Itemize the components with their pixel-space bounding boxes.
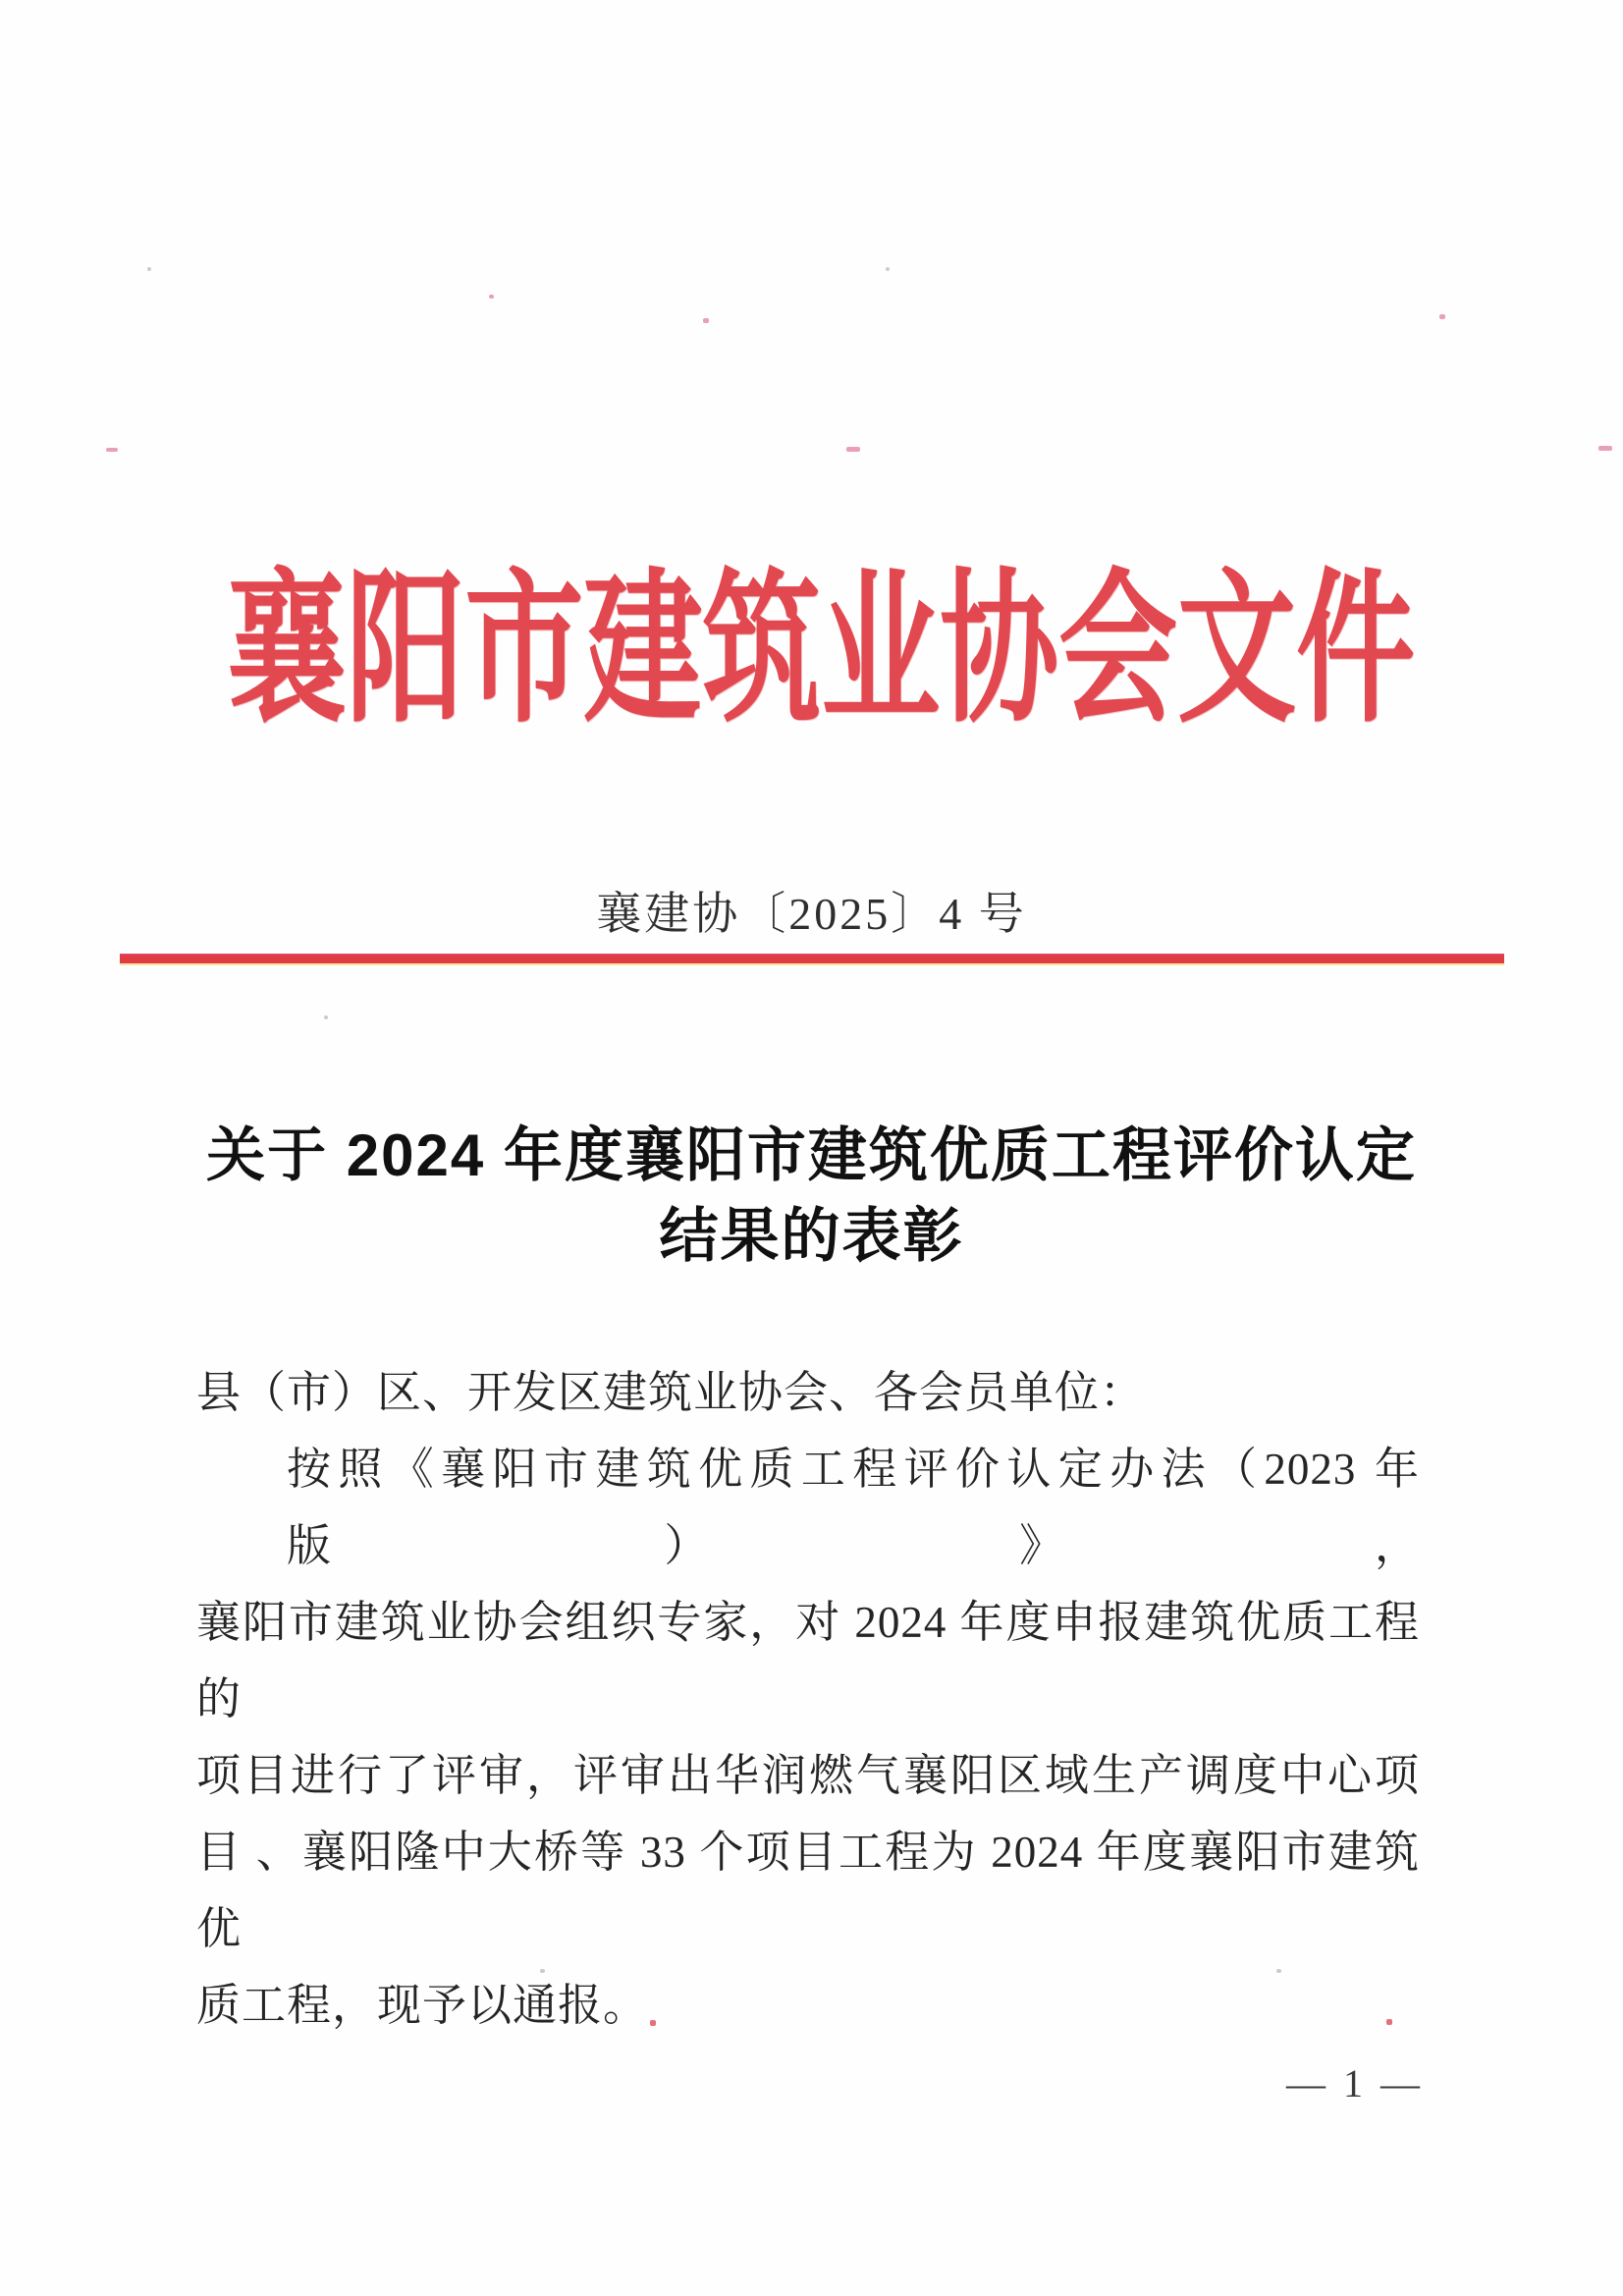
- scan-speck: [846, 447, 860, 452]
- scan-speck: [1439, 314, 1445, 319]
- body-paragraph-line: 项目进行了评审，评审出华润燃气襄阳区域生产调度中心项: [196, 1751, 1420, 1800]
- body-paragraph-line: 按照《襄阳市建筑优质工程评价认定办法（2023 年版）》，: [287, 1445, 1420, 1570]
- scan-speck: [540, 1969, 545, 1973]
- page-number: — 1 —: [1286, 2061, 1424, 2105]
- scan-speck: [650, 2020, 656, 2026]
- body-salutation: 县（市）区、开发区建筑业协会、各会员单位：: [196, 1368, 1146, 1417]
- scan-speck: [147, 267, 151, 271]
- scan-speck: [1386, 2019, 1392, 2025]
- body-paragraph-line: 襄阳市建筑业协会组织专家，对 2024 年度申报建筑优质工程的: [196, 1598, 1420, 1723]
- document-title: [0, 1116, 1623, 1277]
- red-separator-rule: [120, 955, 1504, 963]
- scan-speck: [489, 295, 494, 299]
- masthead-title: 襄阳市建筑业协会文件: [227, 560, 1416, 742]
- scan-speck: [703, 318, 709, 323]
- scan-speck: [886, 267, 890, 271]
- scan-speck: [1276, 1969, 1281, 1973]
- document-title-line-1: 关于 2024 年度襄阳市建筑优质工程评价认定: [206, 1122, 1417, 1188]
- document-body: [196, 1354, 1420, 2044]
- scan-speck: [106, 448, 118, 452]
- scan-speck: [324, 1015, 328, 1019]
- body-paragraph-line: 质工程，现予以通报。: [196, 1981, 649, 2030]
- body-paragraph-line: 目 、襄阳隆中大桥等 33 个项目工程为 2024 年度襄阳市建筑优: [196, 1828, 1420, 1953]
- document-number: 襄建协〔2025〕4 号: [596, 889, 1027, 939]
- scan-speck: [1598, 446, 1612, 451]
- document-title-line-2: 结果的表彰: [659, 1203, 964, 1269]
